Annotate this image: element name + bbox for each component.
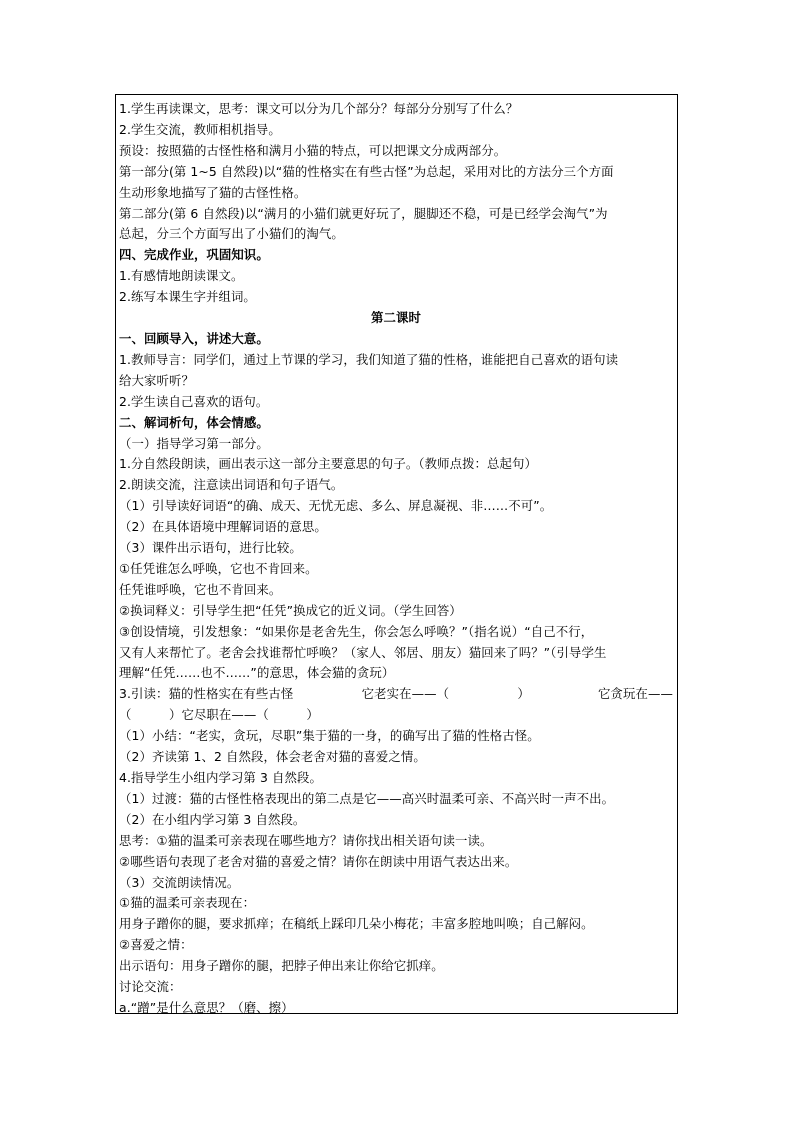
text-line: 2.学生读自己喜欢的语句。 [119,393,269,409]
text-line: （一）指导学习第一部分。 [119,435,269,451]
text-line: 2.练写本课生字并组词。 [119,289,256,305]
text-line: ①任凭谁怎么呼唤，它也不肯回来。 [119,560,318,576]
text-line: ②喜爱之情： [119,937,193,953]
text-line: （1）小结：“老实，贪玩，尽职”集于猫的一身，的确写出了猫的性格古怪。 [119,728,540,744]
section-heading: 一、回顾导入，讲述大意。 [119,330,269,346]
lesson-title: 第二课时 [371,310,421,326]
text-line: （1）过渡：猫的古怪性格表现出的第二点是它——高兴时温柔可亲、不高兴时一声不出。 [119,790,615,806]
text-line: 总起，分三个方面写出了小猫们的淘气。 [119,226,344,242]
text-line: 预设：按照猫的古怪性格和满月小猫的特点，可以把课文分成两部分。 [119,142,507,158]
text-line: （3）课件出示语句，进行比较。 [119,540,302,556]
text-line: a.“蹭”是什么意思？（磨、擦） [119,999,294,1015]
text-line: 2.学生交流，教师相机指导。 [119,121,281,137]
fill-in-line [119,684,673,705]
text-line: ②换词释义：引导学生把“任凭”换成它的近义词。（学生回答） [119,602,462,618]
text-line: 1.分自然段朗读，画出表示这一部分主要意思的句子。（教师点拨：总起句） [119,456,538,472]
text-line: 4.指导学生小组内学习第 3 自然段。 [119,770,322,785]
section-heading: 二、解词析句，体会情感。 [119,414,269,430]
text-line: 2.朗读交流，注意读出词语和句子语气。 [119,477,344,493]
section-heading: 四、完成作业，巩固知识。 [119,247,269,263]
text-line: （3）交流朗读情况。 [119,874,240,890]
fill-in-part: 它贪玩在—— [598,686,673,702]
text-line: 出示语句：用身子蹭你的腿，把脖子伸出来让你给它抓痒。 [119,958,444,974]
fill-in-part: 3.引读：猫的性格实在有些古怪 [119,686,294,702]
text-line: 理解“任凭……也不……”的意思，体会猫的贪玩） [119,665,395,681]
text-line: （2）在小组内学习第 3 自然段。 [119,811,306,827]
text-line: 用身子蹭你的腿，要求抓痒；在稿纸上踩印几朵小梅花；丰富多腔地叫唤；自己解闷。 [119,916,594,932]
text-line: ②哪些语句表现了老舍对猫的喜爱之情？请你在朗读中用语气表达出来。 [119,853,518,869]
text-line: （2）在具体语境中理解词语的意思。 [119,519,327,535]
text-line: 讨论交流： [119,979,182,995]
text-line: 给大家听听？ [119,372,194,388]
text-line: ①猫的温柔可亲表现在： [119,895,256,911]
text-line: 又有人来帮忙了。老舍会找谁帮忙呼唤？（家人、邻居、朋友）猫回来了吗？”（引导学生 [119,644,607,660]
text-line: 1.教师导言：同学们，通过上节课的学习，我们知道了猫的性格，谁能把自己喜欢的语句读 [119,351,619,367]
text-line: 1.有感情地朗读课文。 [119,268,244,284]
text-line: （1）引导读好词语“的确、成天、无忧无虑、多么、屏息凝视、非……不可”。 [119,498,553,514]
text-line: （2）齐读第 1、2 自然段，体会老舍对猫的喜爱之情。 [119,749,426,765]
text-line: （ ）它尽职在——（ ） [119,707,319,723]
fill-in-part: ） [517,686,530,702]
text-line: 第一部分(第 1~5 自然段)以“猫的性格实在有些古怪”为总起，采用对比的方法分三个方面 [119,163,614,179]
text-line: 1.学生再读课文，思考：课文可以分为几个部分？每部分分别写了什么？ [119,101,519,116]
lesson-text [119,99,673,1019]
text-line: 任凭谁呼唤，它也不肯回来。 [119,581,282,597]
text-line: 第二部分(第 6 自然段)以“满月的小猫们就更好玩了，腿脚还不稳，可是已经学会淘气”为 [119,205,608,221]
lesson-table-cell [115,94,678,1014]
text-line: 生动形象地描写了猫的古怪性格。 [119,184,307,200]
fill-in-part: 它老实在——（ [361,686,450,702]
text-line: ③创设情境，引发想象：“如果你是老舍先生，你会怎么呼唤？”（指名说）“自己不行， [119,623,594,639]
text-line: 思考：①猫的温柔可亲表现在哪些地方？请你找出相关语句读一读。 [119,832,493,848]
